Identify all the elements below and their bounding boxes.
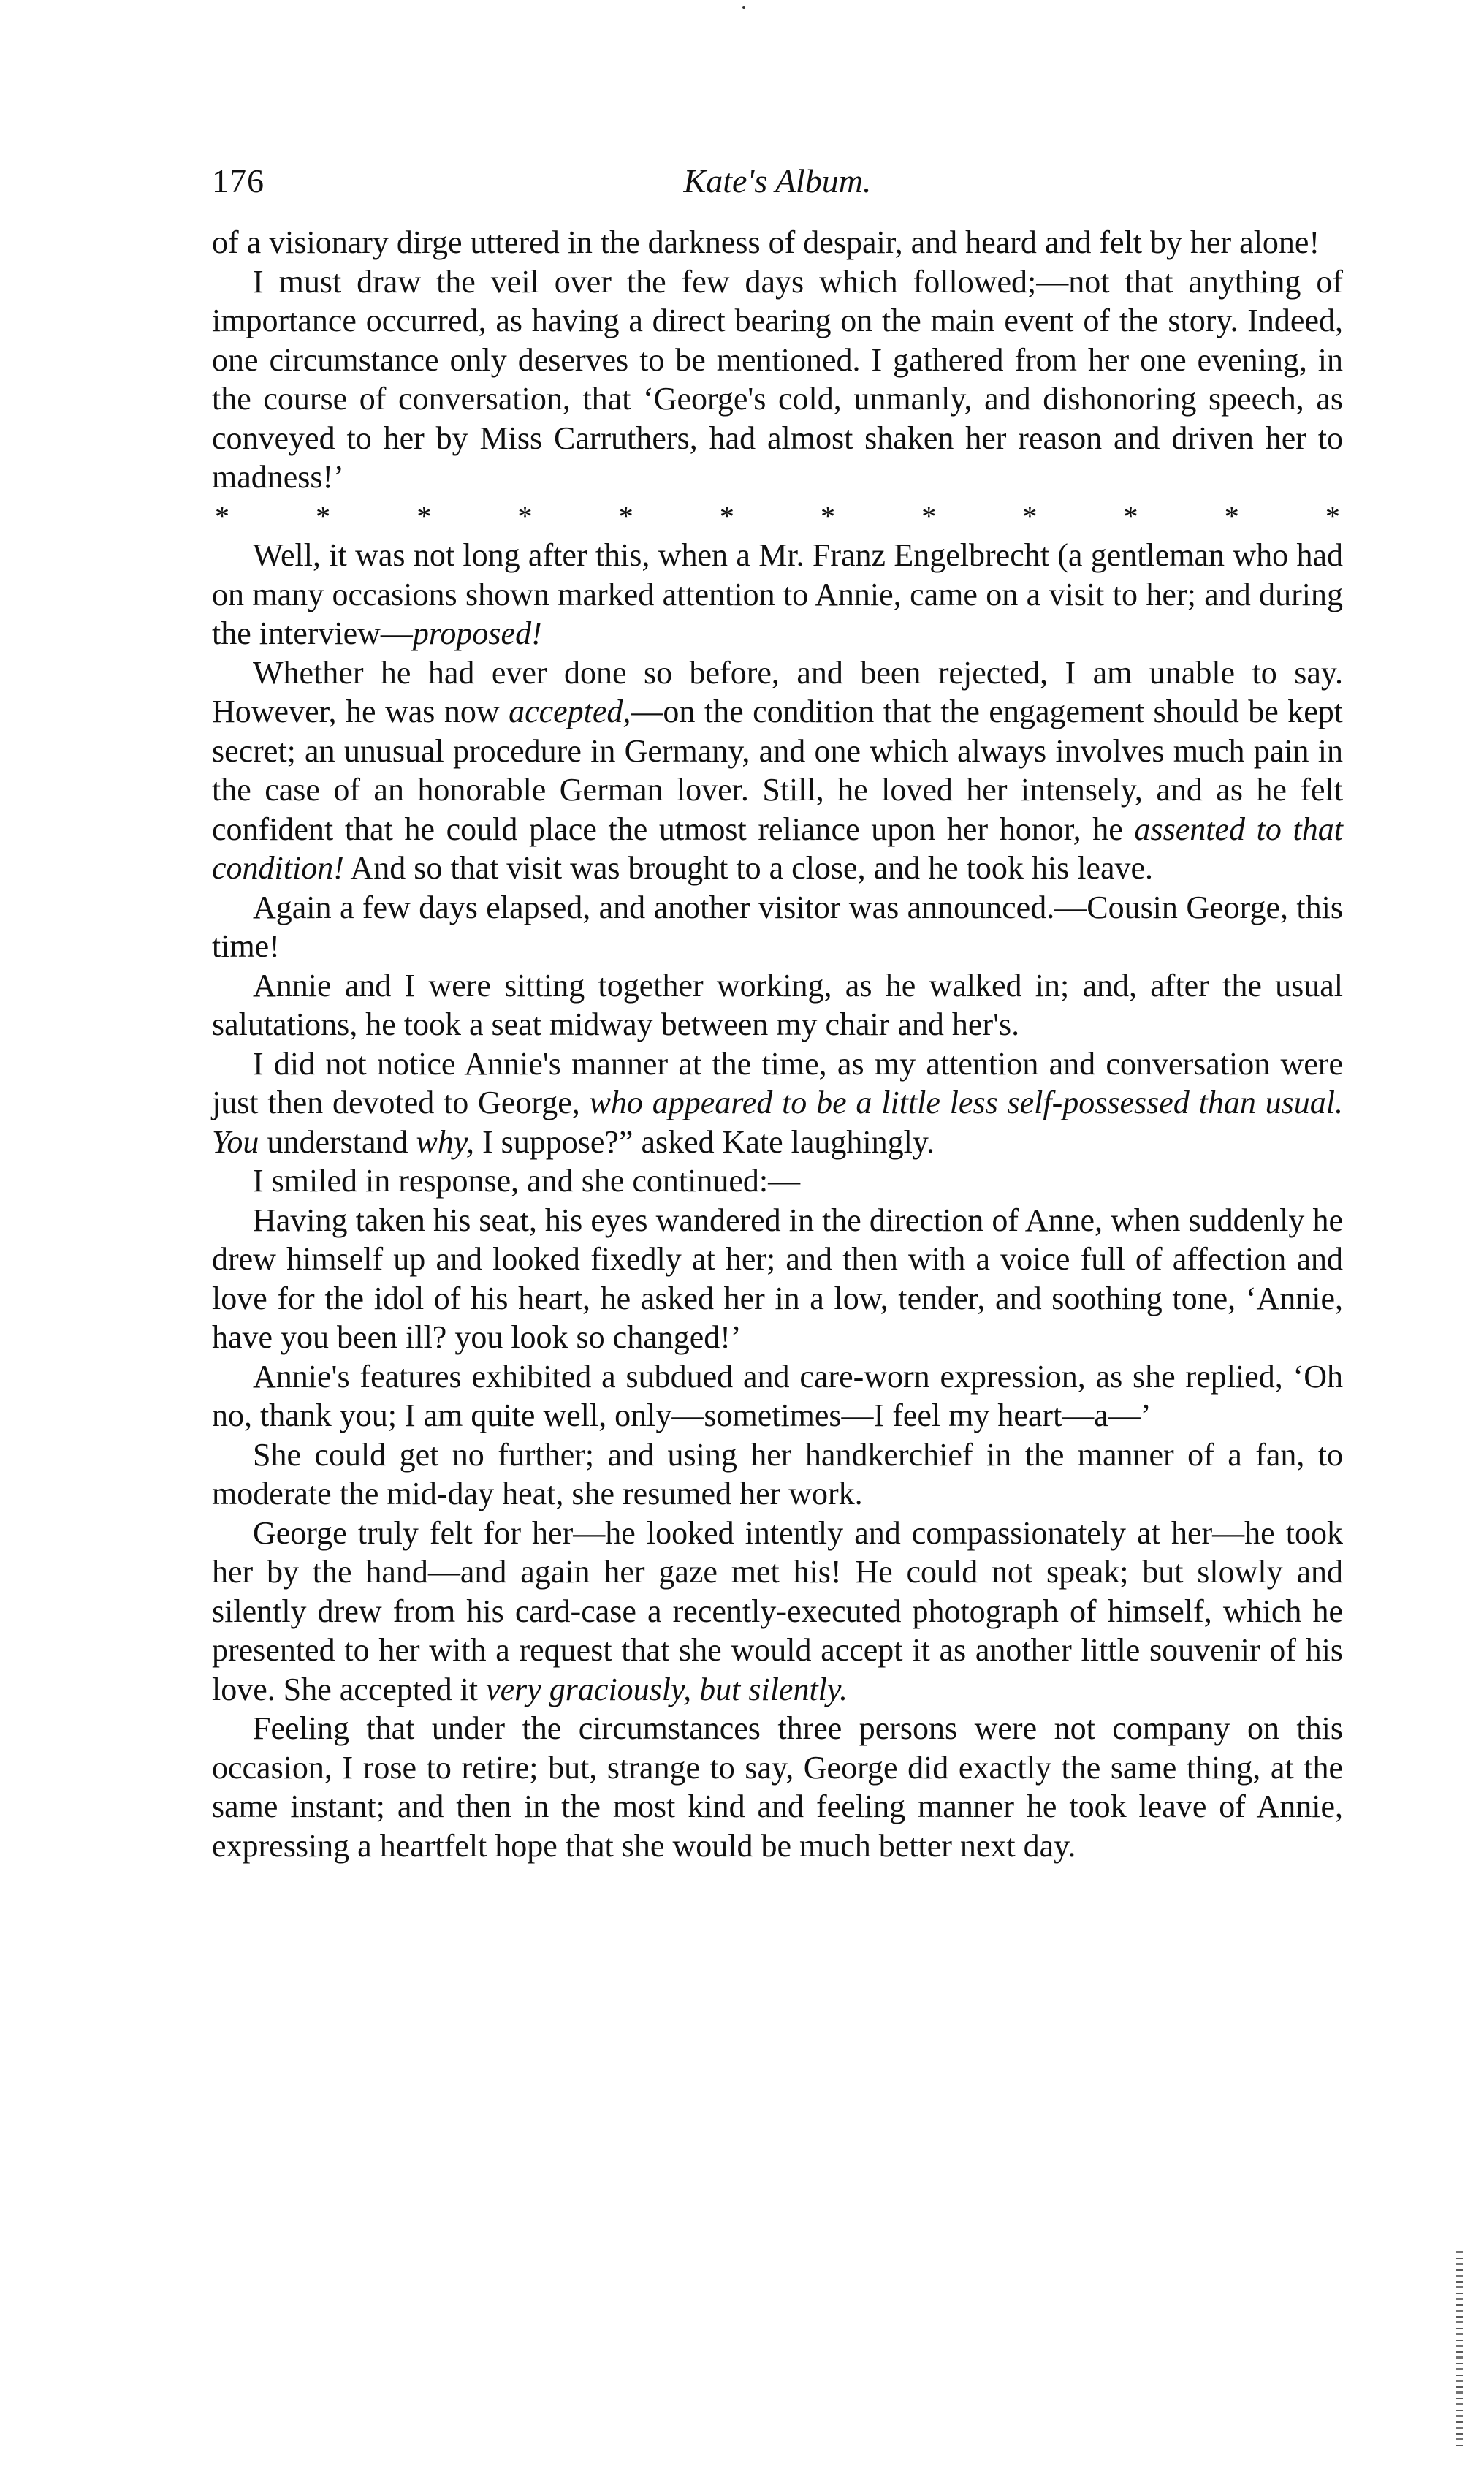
asterisk: *: [215, 499, 229, 533]
text-run: And so that visit was brought to a close, and he took his leave.: [343, 850, 1154, 886]
asterisk: *: [517, 499, 533, 533]
text-run: George truly felt for her—he looked intently and compassionately at her—he took her by the hand—and again her gaze met his! He could not speak; but slowly and silently drew from his card-case a recently-executed photograph of himself, which he presented to her with a request that she would accept it as another little souvenir of his love. She accepted it: [212, 1514, 1343, 1707]
paragraph: Annie's features exhibited a subdued and care-worn expression, as she replied, ‘Oh no, thank you; I am quite well, only—sometimes—I feel my heart—a—’: [212, 1358, 1343, 1433]
paragraph: [212, 1514, 1343, 1710]
asterisk: *: [1123, 499, 1138, 533]
paragraph: of a visionary dirge uttered in the darkness of despair, and heard and felt by her alone!: [212, 224, 1320, 260]
scan-edge-marks: [1456, 2251, 1463, 2448]
text-run: I suppose?” asked Kate laughingly.: [473, 1123, 935, 1160]
italic-text: assented to that condition!: [212, 811, 1343, 886]
paragraph: [212, 1044, 1343, 1162]
paragraph: [212, 653, 1343, 888]
asterisk: *: [1325, 499, 1340, 533]
italic-text: very graciously, but silently.: [486, 1671, 848, 1707]
italic-text: why,: [416, 1123, 474, 1160]
text-run: I did not notice Annie's manner at the time, as my attention and conversation were just then devoted to George,: [212, 1045, 1343, 1120]
italic-text: proposed!: [412, 615, 542, 651]
italic-text: accepted,: [509, 694, 631, 729]
paragraph: [212, 536, 1343, 653]
paragraph: Having taken his seat, his eyes wandered in the direction of Anne, when suddenly he drew himself up and looked fixedly at her; and then with a voice full of affection and love for the idol of his heart, he asked her in a low, tender, and soothing tone, ‘Annie, have you been ill? you look so changed!’: [212, 1202, 1343, 1355]
asterisk: *: [618, 499, 633, 533]
paragraph: I must draw the veil over the few days which followed;—not that anything of importance occurred, as having a direct bearing on the main event of the story. Indeed, one circumstance only deserves to be mentioned. I gathered from her one evening, in the course of conversation, that ‘George's cold, unmanly, and dishonoring speech, as conveyed to her by Miss Carruthers, had almost shaken her reason and driven her to madness!’: [212, 263, 1343, 495]
asterisk: *: [1022, 499, 1038, 533]
asterisk: *: [1224, 499, 1239, 533]
text-run: understand: [259, 1123, 416, 1160]
asterisk: *: [921, 499, 937, 533]
asterisk: *: [821, 499, 836, 533]
running-title: Kate's Album.: [683, 162, 872, 200]
page-number: 176: [212, 162, 265, 200]
asterisk: *: [719, 499, 734, 533]
paragraph: Feeling that under the circumstances three persons were not company on this occasion, I rose to retire; but, strange to say, George did exactly the same thing, at the same instant; and then in the most kind and feeling manner he took leave of Annie, expressing a heartfelt hope that she would be much better next day.: [212, 1710, 1343, 1864]
text-run: Whether he had ever done so before, and been rejected, I am unable to say. However, he was now: [212, 654, 1343, 729]
page-header: [212, 159, 1343, 210]
paragraph: I smiled in response, and she continued:—: [253, 1163, 801, 1199]
body-text: [212, 223, 1343, 1865]
asterisk: *: [416, 499, 432, 533]
paragraph: Annie and I were sitting together working, as he walked in; and, after the usual salutations, he took a seat midway between my chair and her's.: [212, 967, 1343, 1042]
asterisk: *: [316, 499, 331, 533]
italic-text: who appeared to be a little less self-possessed than usual. You: [212, 1085, 1343, 1160]
paragraph: She could get no further; and using her handkerchief in the manner of a fan, to moderate the mid-day heat, she resumed her work.: [212, 1436, 1343, 1511]
text-run: Well, it was not long after this, when a Mr. Franz Engelbrecht (a gentleman who had on many occasions shown marked attention to Annie, came on a visit to her; and during the interview—: [212, 537, 1343, 651]
paragraph: Again a few days elapsed, and another visitor was announced.—Cousin George, this time!: [212, 889, 1343, 964]
text-run: —on the condition that the engagement should be kept secret; an unusual procedure in Germany, and one which always involves much pain in the case of an honorable German lover. Still, he loved her intensely, and as he felt confident that he could place the utmost reliance upon her honor, he: [212, 694, 1343, 847]
print-speck: [742, 6, 745, 9]
section-break: [212, 497, 1343, 536]
